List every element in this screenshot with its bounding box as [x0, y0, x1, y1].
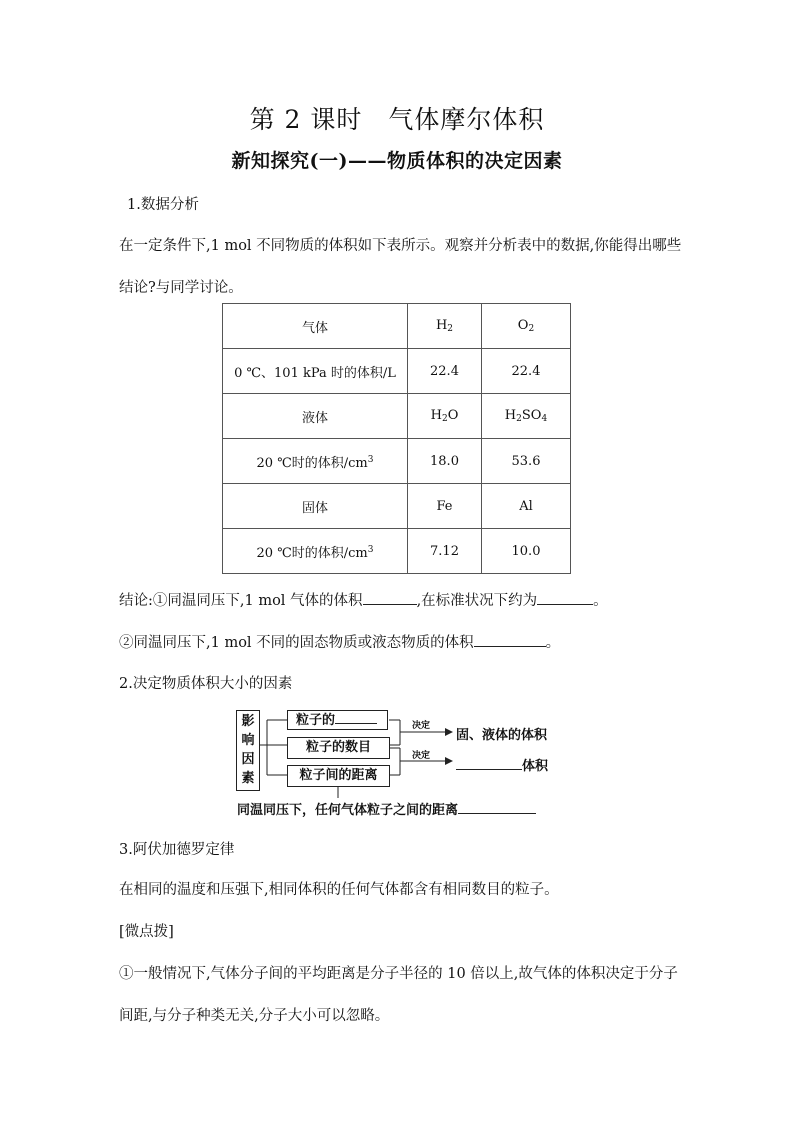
- diagram-bottom-note: 同温同压下，任何气体粒子之间的距离: [237, 799, 536, 818]
- page-title: 第 2 课时 气体摩尔体积: [249, 105, 545, 134]
- table-cell: Fe: [408, 484, 482, 529]
- table-row: [223, 484, 571, 529]
- section3-body: 在相同的温度和压强下,相同体积的任何气体都含有相同数目的粒子。: [119, 882, 559, 898]
- section1-intro-line2: 结论?与同学讨论。: [119, 280, 243, 296]
- table-cell-label: 20 ℃时的体积$/cm^3$: [223, 529, 408, 574]
- diagram-arrow-label: 决定: [412, 721, 431, 731]
- section2-heading: 2.决定物质体积大小的因素: [119, 676, 293, 692]
- diagram-result-gas: 体积: [456, 755, 548, 774]
- diagram-box-count: 粒子的数目: [287, 737, 390, 759]
- table-cell: $H_2SO_4$: [482, 394, 571, 439]
- answer-blank[interactable]: [335, 722, 377, 724]
- diagram-result-solid-liquid: 固、液体的体积: [456, 728, 548, 743]
- table-cell: 22.4: [408, 349, 482, 394]
- diagram-arrow-label: 决定: [412, 751, 431, 761]
- table-row: [223, 439, 571, 484]
- conclusion-line2: ②同温同压下,1 mol 不同的固态物质或液态物质的体积 。: [119, 635, 561, 651]
- table-cell: $H_2$: [408, 304, 482, 349]
- table-cell: 18.0: [408, 439, 482, 484]
- diagram-left-label: 影响因素: [236, 710, 260, 791]
- table-cell: $H_2O$: [408, 394, 482, 439]
- answer-blank[interactable]: [458, 812, 536, 814]
- table-cell: 22.4: [482, 349, 571, 394]
- answer-blank[interactable]: [456, 768, 522, 770]
- section3-heading: 3.阿伏加德罗定律: [119, 842, 235, 858]
- table-cell-label: 液体: [223, 394, 408, 439]
- conclusion-line1: 结论:①同温同压下,1 mol 气体的体积 ,在标准状况下约为 。: [119, 593, 608, 609]
- table-row: [223, 394, 571, 439]
- table-cell: $O_2$: [482, 304, 571, 349]
- volume-table: [222, 303, 571, 574]
- answer-blank[interactable]: [537, 603, 593, 605]
- diagram-box-size: 粒子的: [287, 710, 388, 730]
- table-cell-label: 固体: [223, 484, 408, 529]
- table-row: [223, 304, 571, 349]
- table-cell-label: 20 ℃时的体积$/cm^3$: [223, 439, 408, 484]
- table-row: [223, 529, 571, 574]
- section-subtitle: 新知探究(一)——物质体积的决定因素: [231, 150, 563, 172]
- tip-label: [微点拨]: [119, 924, 174, 940]
- table-cell: 7.12: [408, 529, 482, 574]
- section1-intro-line1: 在一定条件下,1 mol 不同物质的体积如下表所示。观察并分析表中的数据,你能得出哪些: [119, 238, 682, 254]
- diagram-box-distance: 粒子间的距离: [287, 765, 390, 787]
- table-cell: Al: [482, 484, 571, 529]
- answer-blank[interactable]: [474, 645, 546, 647]
- table-cell-label: 0 ℃、101 kPa 时的体积/L: [223, 349, 408, 394]
- table-row: [223, 349, 571, 394]
- section1-heading: 1.数据分析: [127, 197, 199, 213]
- table-cell-label: 气体: [223, 304, 408, 349]
- table-cell: 53.6: [482, 439, 571, 484]
- tip-line1: ①一般情况下,气体分子间的平均距离是分子半径的 10 倍以上,故气体的体积决定于分子: [119, 966, 678, 982]
- answer-blank[interactable]: [363, 603, 417, 605]
- tip-line2: 间距,与分子种类无关,分子大小可以忽略。: [119, 1008, 390, 1024]
- table-cell: 10.0: [482, 529, 571, 574]
